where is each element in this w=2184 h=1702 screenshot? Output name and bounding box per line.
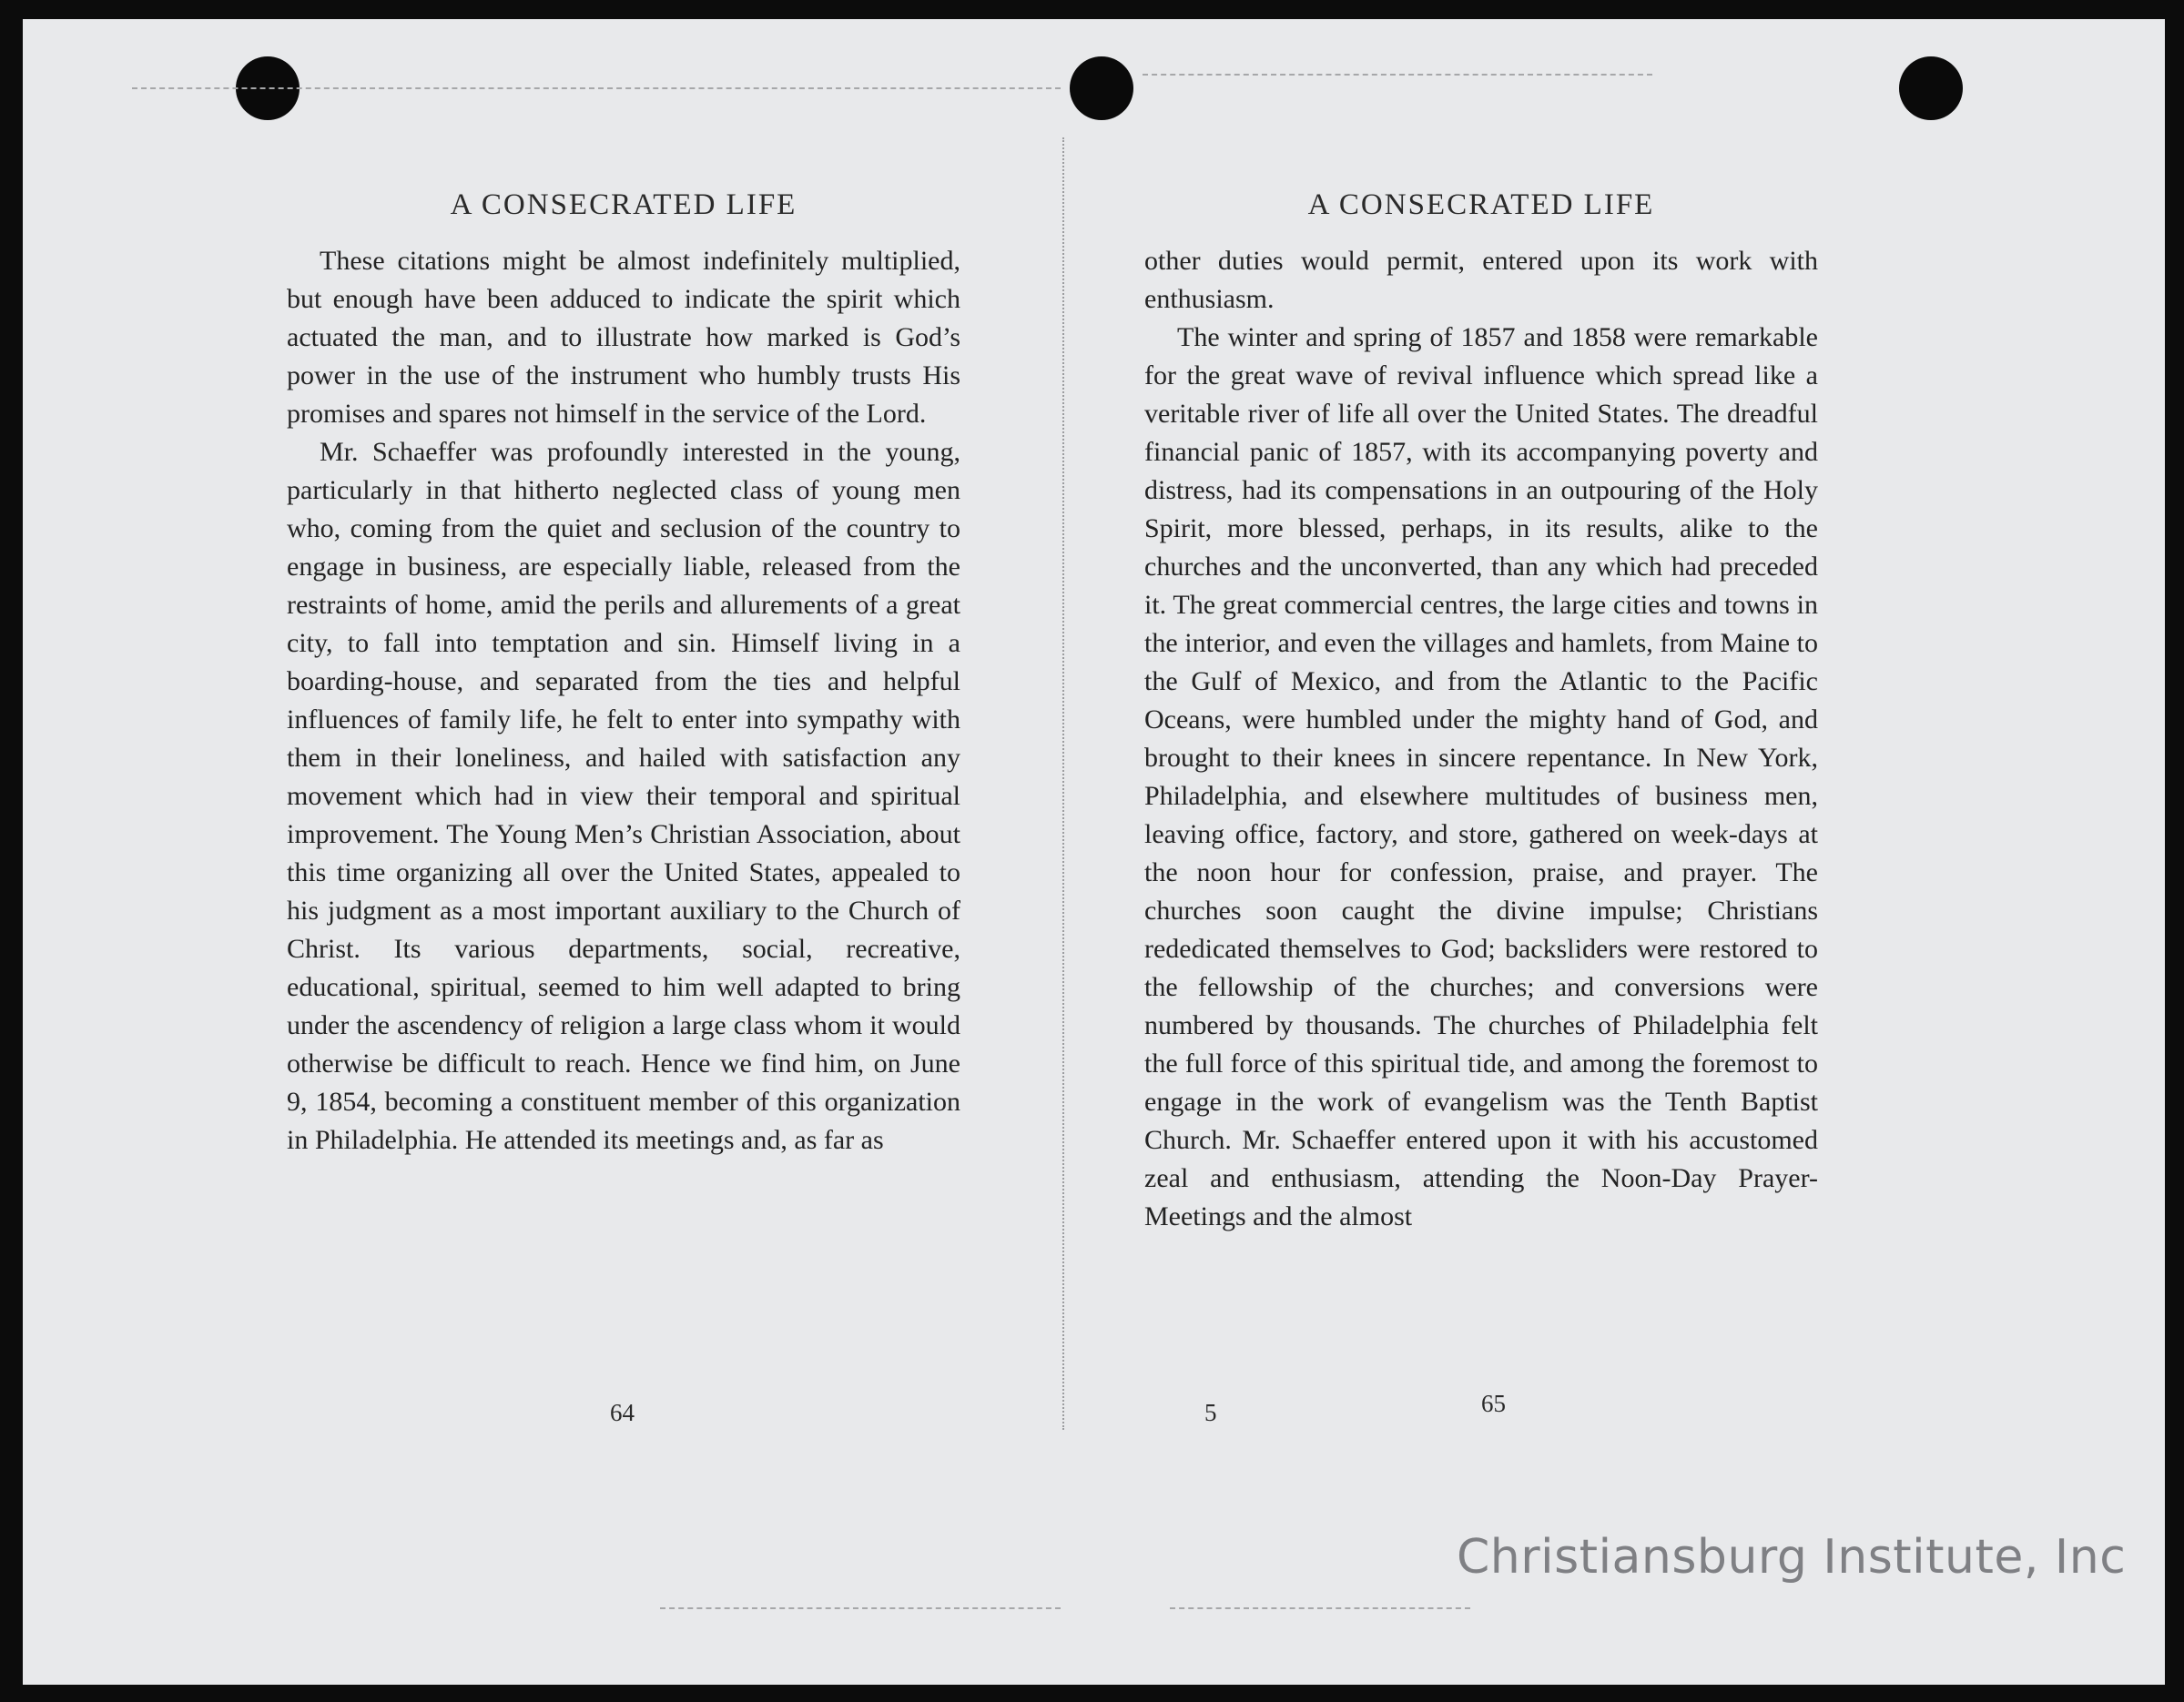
- page-gutter: [1062, 137, 1064, 1430]
- scanned-sheet: [23, 19, 2165, 1685]
- right-running-head: A CONSECRATED LIFE: [1307, 188, 1655, 221]
- perforation-top-left: [132, 87, 1061, 89]
- right-paragraph-1: other duties would permit, entered upon its work with enthusiasm.: [1144, 246, 1818, 314]
- signature-mark: 5: [1204, 1399, 1217, 1426]
- punch-hole-right: [1899, 56, 1963, 120]
- right-page: [1144, 188, 1818, 1236]
- right-page-number: 65: [1481, 1390, 1506, 1417]
- left-paragraph-2: Mr. Schaeffer was profoundly interested in the young, particularly in that hitherto neglected class of young men who, coming from the quiet and seclusion of the country to engage in business, are especially liable, released from the restraints of home, amid the perils and allurements of a great city, to fall into temptation and sin. Himself living in a boarding-house, and separated from the ties and helpful influences of family life, he felt to enter into sympathy with them in their loneliness, and hailed with satisfaction any movement which had in view their temporal and spiritual improvement. The Young Men’s Christian Association, about this time organizing all over the United States, appealed to his judgment as a most important auxiliary to the Church of Christ. Its various departments, social, recreative, educational, spiritual, seemed to him well adapted to bring under the ascendency of religion a large class whom it would otherwise be difficult to reach. Hence we find him, on June 9, 1854, becoming a constituent member of this organization in Philadelphia. He attended its meetings and, as far as: [287, 437, 960, 1155]
- perforation-bottom-left: [660, 1607, 1061, 1609]
- left-page-number: 64: [610, 1399, 635, 1426]
- right-paragraph-2: The winter and spring of 1857 and 1858 were remarkable for the great wave of revival influence which spread like a veritable river of life all over the United States. The dreadful financial panic of 1857, with its accompanying poverty and distress, had its compensations in an outpouring of the Holy Spirit, more blessed, perhaps, in its results, alike to the churches and the unconverted, than any which had preceded it. The great commercial centres, the large cities and towns in the interior, and even the villages and hamlets, from Maine to the Gulf of Mexico, and from the Atlantic to the Pacific Oceans, were humbled under the mighty hand of God, and brought to their knees in sincere repentance. In New York, Philadelphia, and elsewhere multitudes of business men, leaving office, factory, and store, gathered on week-days at the noon hour for confession, praise, and prayer. The churches soon caught the divine impulse; Christians rededicated themselves to God; backsliders were restored to the fellowship of the churches; and conversions were numbered by thousands. The churches of Philadelphia felt the full force of this spiritual tide, and among the foremost to engage in the work of evangelism was the Tenth Baptist Church. Mr. Schaeffer entered upon it with his accustomed zeal and enthusiasm, attending the Noon-Day Prayer-Meetings and the almost: [1144, 322, 1818, 1231]
- right-page-body: [1144, 242, 1818, 1236]
- perforation-top-right: [1143, 74, 1652, 76]
- left-paragraph-1: These citations might be almost indefinitely multiplied, but enough have been adduced to indicate the spirit which actuated the man, and to illustrate how marked is God’s power in the use of the instrument who humbly trusts His promises and spares not himself in the service of the Lord.: [287, 246, 960, 429]
- left-page: [287, 188, 960, 1160]
- perforation-bottom-right: [1170, 1607, 1470, 1609]
- punch-hole-center: [1070, 56, 1133, 120]
- watermark-text: Christiansburg Institute, Inc: [1457, 1530, 2127, 1585]
- left-page-body: [287, 242, 960, 1160]
- left-running-head: A CONSECRATED LIFE: [450, 188, 797, 221]
